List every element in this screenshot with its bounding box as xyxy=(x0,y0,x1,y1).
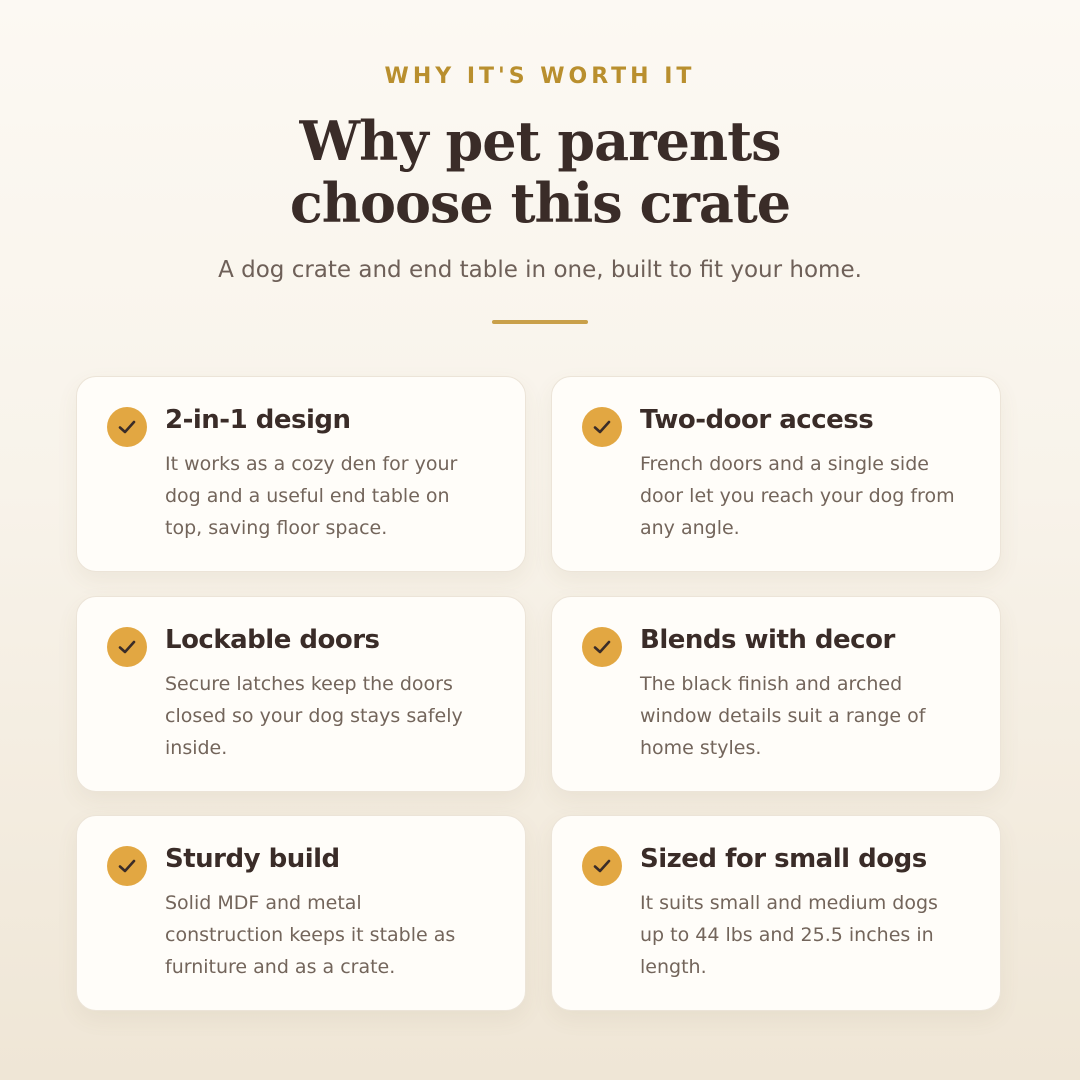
check-circle-icon xyxy=(582,627,622,667)
feature-description-line: inside. xyxy=(165,737,228,759)
feature-description-line: home styles. xyxy=(640,737,762,759)
feature-card-two-door-access xyxy=(551,376,1001,572)
feature-description-line: dog and a useful end table on xyxy=(165,485,450,507)
feature-title: Lockable doors xyxy=(165,625,380,655)
feature-description xyxy=(165,887,505,983)
title-divider xyxy=(492,320,588,324)
feature-description xyxy=(165,448,505,544)
feature-title: Sturdy build xyxy=(165,844,340,874)
feature-description-line: French doors and a single side xyxy=(640,453,929,475)
page-title xyxy=(0,110,1080,234)
eyebrow-label: WHY IT'S WORTH IT xyxy=(384,64,696,89)
feature-description-line: It works as a cozy den for your xyxy=(165,453,458,475)
check-circle-icon xyxy=(107,846,147,886)
check-circle-icon xyxy=(107,407,147,447)
feature-description-line: window details suit a range of xyxy=(640,705,926,727)
feature-description xyxy=(640,887,980,983)
feature-card-sturdy-build xyxy=(76,815,526,1011)
feature-description-line: The black finish and arched xyxy=(640,673,903,695)
feature-title: 2-in-1 design xyxy=(165,405,351,435)
feature-description-line: any angle. xyxy=(640,517,740,539)
feature-description-line: furniture and as a crate. xyxy=(165,956,396,978)
feature-card-lockable-doors xyxy=(76,596,526,792)
feature-description-line: Secure latches keep the doors xyxy=(165,673,453,695)
feature-card-blends-with-decor xyxy=(551,596,1001,792)
feature-description-line: up to 44 lbs and 25.5 inches in xyxy=(640,924,934,946)
feature-title: Sized for small dogs xyxy=(640,844,927,874)
page-title-line-1: Why pet parents xyxy=(299,109,781,173)
check-circle-icon xyxy=(107,627,147,667)
feature-description-line: top, saving floor space. xyxy=(165,517,388,539)
check-circle-icon xyxy=(582,407,622,447)
check-circle-icon xyxy=(582,846,622,886)
feature-card-2-in-1-design xyxy=(76,376,526,572)
feature-description-line: door let you reach your dog from xyxy=(640,485,955,507)
feature-description xyxy=(640,668,980,764)
page-subtitle: A dog crate and end table in one, built to fit your home. xyxy=(218,257,862,283)
feature-description-line: It suits small and medium dogs xyxy=(640,892,938,914)
feature-description xyxy=(165,668,505,764)
feature-title: Blends with decor xyxy=(640,625,895,655)
feature-description-line: construction keeps it stable as xyxy=(165,924,456,946)
feature-description xyxy=(640,448,980,544)
feature-title: Two-door access xyxy=(640,405,874,435)
feature-description-line: closed so your dog stays safely xyxy=(165,705,463,727)
feature-card-sized-for-small-dogs xyxy=(551,815,1001,1011)
page-title-line-2: choose this crate xyxy=(289,171,791,235)
feature-description-line: Solid MDF and metal xyxy=(165,892,362,914)
feature-description-line: length. xyxy=(640,956,707,978)
